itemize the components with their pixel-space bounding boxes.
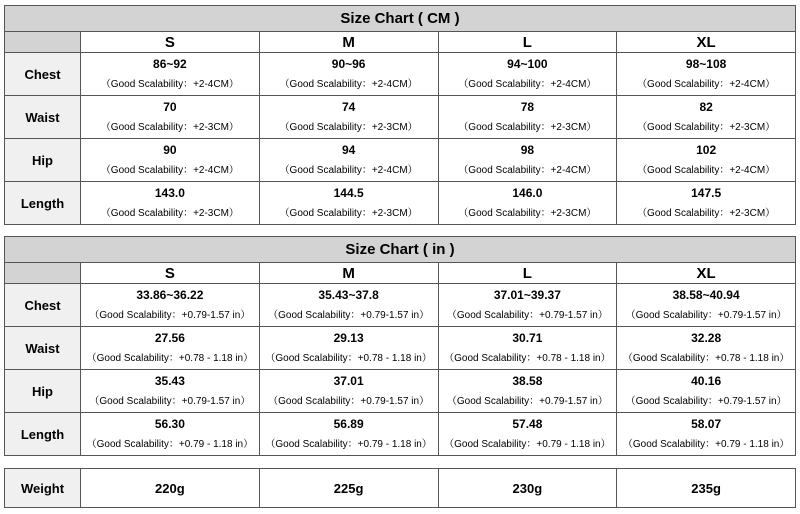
cell-value: 74 xyxy=(341,100,356,114)
cell-note: （Good Scalability：+0.79 - 1.18 in） xyxy=(444,439,611,450)
cell-value: 32.28 xyxy=(691,331,722,345)
size-header-s: S xyxy=(81,32,260,53)
cell-note: （Good Scalability：+0.79-1.57 in） xyxy=(446,310,608,321)
cell-note: （Good Scalability：+2-4CM） xyxy=(279,79,418,90)
cell-waist-l xyxy=(438,96,617,139)
cell-chest-m xyxy=(259,53,438,96)
cell-note: （Good Scalability：+2-3CM） xyxy=(100,208,239,219)
cell-note: （Good Scalability：+2-3CM） xyxy=(458,122,597,133)
cell-note: （Good Scalability：+2-4CM） xyxy=(279,165,418,176)
size-header-m: M xyxy=(259,263,438,284)
weight-table xyxy=(4,468,796,508)
cell-value: 94 xyxy=(341,143,356,157)
row-label-weight: Weight xyxy=(5,469,81,508)
cell-note: （Good Scalability：+2-3CM） xyxy=(637,208,776,219)
cell-waist-s xyxy=(81,327,260,370)
cell-hip-s xyxy=(81,370,260,413)
size-header-row xyxy=(5,32,796,53)
cell-waist-s xyxy=(81,96,260,139)
header-corner-cell xyxy=(5,263,81,284)
cell-length-m xyxy=(259,182,438,225)
cell-value: 102 xyxy=(696,143,717,157)
cell-value: 90 xyxy=(163,143,177,157)
cell-note: （Good Scalability：+2-4CM） xyxy=(100,79,239,90)
cell-chest-xl xyxy=(617,284,796,327)
weight-value-xl: 235g xyxy=(617,469,796,508)
cell-hip-s xyxy=(81,139,260,182)
size-chart-inch xyxy=(4,236,796,456)
cell-hip-l xyxy=(438,370,617,413)
cell-note: （Good Scalability：+0.78 - 1.18 in） xyxy=(444,353,611,364)
cell-hip-m xyxy=(259,370,438,413)
row-label-waist: Waist xyxy=(5,327,81,370)
table-row-waist xyxy=(5,96,796,139)
table-row-hip xyxy=(5,139,796,182)
row-label-length: Length xyxy=(5,182,81,225)
cell-note: （Good Scalability：+2-4CM） xyxy=(637,165,776,176)
cell-value: 144.5 xyxy=(333,186,364,200)
size-header-row xyxy=(5,263,796,284)
weight-value-s: 220g xyxy=(81,469,260,508)
cell-length-l xyxy=(438,413,617,456)
cell-value: 143.0 xyxy=(154,186,185,200)
size-header-l: L xyxy=(438,263,617,284)
cell-note: （Good Scalability：+0.79-1.57 in） xyxy=(89,396,251,407)
size-header-l: L xyxy=(438,32,617,53)
cell-chest-s xyxy=(81,53,260,96)
cell-value: 82 xyxy=(699,100,713,114)
size-header-s: S xyxy=(81,263,260,284)
cell-value: 90~96 xyxy=(331,57,366,71)
cell-value: 35.43 xyxy=(154,374,185,388)
cell-hip-xl xyxy=(617,139,796,182)
cell-value: 98~108 xyxy=(685,57,727,71)
cell-value: 33.86~36.22 xyxy=(136,288,204,302)
cell-value: 30.71 xyxy=(512,331,543,345)
table-row-chest xyxy=(5,284,796,327)
cell-chest-xl xyxy=(617,53,796,96)
cell-value: 78 xyxy=(520,100,535,114)
row-label-length: Length xyxy=(5,413,81,456)
cell-note: （Good Scalability：+2-4CM） xyxy=(637,79,776,90)
cell-chest-s xyxy=(81,284,260,327)
table-row-chest xyxy=(5,53,796,96)
size-header-xl: XL xyxy=(617,263,796,284)
cell-note: （Good Scalability：+2-4CM） xyxy=(458,79,597,90)
cell-note: （Good Scalability：+2-4CM） xyxy=(100,165,239,176)
cell-waist-m xyxy=(259,96,438,139)
cell-length-l xyxy=(438,182,617,225)
cell-value: 56.89 xyxy=(333,417,364,431)
cell-value: 86~92 xyxy=(153,57,187,71)
cell-value: 146.0 xyxy=(512,186,543,200)
cell-note: （Good Scalability：+2-3CM） xyxy=(100,122,239,133)
table-row-hip xyxy=(5,370,796,413)
cell-waist-m xyxy=(259,327,438,370)
cell-value: 70 xyxy=(163,100,177,114)
cell-length-xl xyxy=(617,182,796,225)
size-header-m: M xyxy=(259,32,438,53)
table-row-waist xyxy=(5,327,796,370)
table-row-length xyxy=(5,413,796,456)
cell-length-s xyxy=(81,182,260,225)
cell-length-s xyxy=(81,413,260,456)
cell-length-xl xyxy=(617,413,796,456)
cell-value: 57.48 xyxy=(512,417,543,431)
cell-note: （Good Scalability：+2-3CM） xyxy=(279,208,418,219)
cell-value: 38.58~40.94 xyxy=(672,288,740,302)
cell-note: （Good Scalability：+0.79-1.57 in） xyxy=(268,396,430,407)
cell-value: 37.01~39.37 xyxy=(493,288,561,302)
cell-length-m xyxy=(259,413,438,456)
table-row-length xyxy=(5,182,796,225)
cell-note: （Good Scalability：+0.79-1.57 in） xyxy=(625,396,787,407)
table-row-weight xyxy=(5,469,796,508)
cell-note: （Good Scalability：+2-4CM） xyxy=(458,165,597,176)
cell-note: （Good Scalability：+2-3CM） xyxy=(637,122,776,133)
cell-note: （Good Scalability：+0.79-1.57 in） xyxy=(446,396,608,407)
cell-waist-l xyxy=(438,327,617,370)
row-label-waist: Waist xyxy=(5,96,81,139)
cell-note: （Good Scalability：+0.79 - 1.18 in） xyxy=(265,439,432,450)
weight-value-m: 225g xyxy=(259,469,438,508)
row-label-hip: Hip xyxy=(5,370,81,413)
cell-chest-l xyxy=(438,284,617,327)
cell-value: 56.30 xyxy=(154,417,185,431)
cell-note: （Good Scalability：+2-3CM） xyxy=(458,208,597,219)
cell-chest-m xyxy=(259,284,438,327)
cell-value: 98 xyxy=(520,143,535,157)
row-label-chest: Chest xyxy=(5,53,81,96)
cell-value: 94~100 xyxy=(507,57,548,71)
cell-value: 35.43~37.8 xyxy=(318,288,379,302)
cell-hip-m xyxy=(259,139,438,182)
cell-note: （Good Scalability：+0.78 - 1.18 in） xyxy=(265,353,432,364)
cell-value: 147.5 xyxy=(691,186,722,200)
cell-note: （Good Scalability：+2-3CM） xyxy=(279,122,418,133)
cell-hip-xl xyxy=(617,370,796,413)
row-label-hip: Hip xyxy=(5,139,81,182)
cell-note: （Good Scalability：+0.79 - 1.18 in） xyxy=(622,439,790,450)
cell-note: （Good Scalability：+0.78 - 1.18 in） xyxy=(86,353,254,364)
size-header-xl: XL xyxy=(617,32,796,53)
cell-waist-xl xyxy=(617,327,796,370)
header-corner-cell xyxy=(5,32,81,53)
cell-value: 37.01 xyxy=(333,374,364,388)
size-chart-inch-title: Size Chart ( in ) xyxy=(5,237,796,263)
weight-value-l: 230g xyxy=(438,469,617,508)
cell-note: （Good Scalability：+0.79-1.57 in） xyxy=(625,310,787,321)
size-chart-cm xyxy=(4,5,796,225)
cell-value: 40.16 xyxy=(691,374,722,388)
cell-note: （Good Scalability：+0.79-1.57 in） xyxy=(89,310,251,321)
cell-note: （Good Scalability：+0.78 - 1.18 in） xyxy=(622,353,790,364)
row-label-chest: Chest xyxy=(5,284,81,327)
cell-chest-l xyxy=(438,53,617,96)
cell-value: 29.13 xyxy=(333,331,364,345)
cell-value: 58.07 xyxy=(691,417,722,431)
cell-waist-xl xyxy=(617,96,796,139)
size-chart-cm-title: Size Chart ( CM ) xyxy=(5,6,796,32)
cell-note: （Good Scalability：+0.79-1.57 in） xyxy=(268,310,430,321)
cell-value: 27.56 xyxy=(154,331,185,345)
cell-value: 38.58 xyxy=(512,374,543,388)
cell-hip-l xyxy=(438,139,617,182)
cell-note: （Good Scalability：+0.79 - 1.18 in） xyxy=(86,439,254,450)
